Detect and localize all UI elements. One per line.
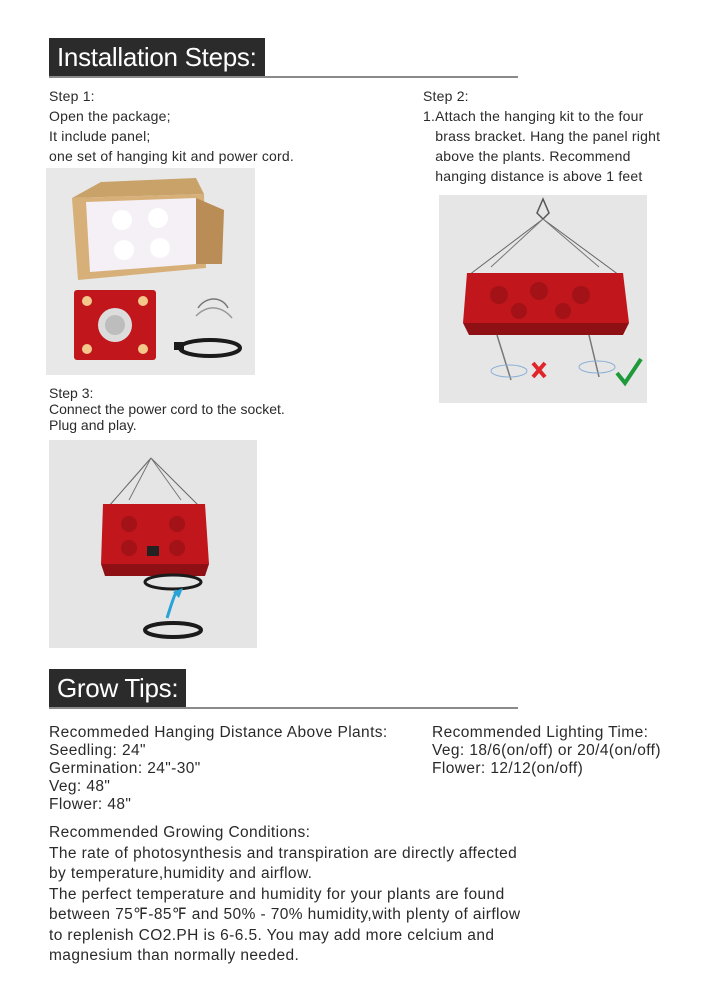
- step2-line: 1.Attach the hanging kit to the four: [423, 108, 644, 124]
- power-cord-photo: [49, 440, 257, 648]
- package-contents-photo: [46, 168, 255, 375]
- conditions-line: between 75℉-85℉ and 50% - 70% humidity,with plenty of airflow: [49, 906, 521, 923]
- installation-divider: [49, 76, 518, 78]
- hanging-panel-photo: [439, 195, 647, 403]
- conditions-title: Recommended Growing Conditions:: [49, 824, 311, 841]
- step1-line: It include panel;: [49, 128, 151, 144]
- step2-line: brass bracket. Hang the panel right: [423, 128, 661, 144]
- step3-title: Step 3:: [49, 385, 94, 401]
- lighting-line: Flower: 12/12(on/off): [432, 760, 584, 777]
- lighting-line: Veg: 18/6(on/off) or 20/4(on/off): [432, 742, 661, 759]
- conditions-line: The perfect temperature and humidity for your plants are found: [49, 886, 505, 903]
- distance-line: Veg: 48": [49, 778, 111, 795]
- step3-line: Connect the power cord to the socket.: [49, 401, 285, 417]
- conditions-line: magnesium than normally needed.: [49, 947, 300, 964]
- conditions-line: The rate of photosynthesis and transpiration are directly affected: [49, 845, 518, 862]
- step2-line: above the plants. Recommend: [423, 148, 631, 164]
- distance-title: Recommeded Hanging Distance Above Plants:: [49, 724, 388, 741]
- lighting-title: Recommended Lighting Time:: [432, 724, 649, 741]
- power-cord-illustration: [49, 440, 257, 648]
- hanging-panel-illustration: [439, 195, 647, 403]
- step2-line: hanging distance is above 1 feet: [423, 168, 643, 184]
- distance-line: Germination: 24"-30": [49, 760, 201, 777]
- distance-line: Seedling: 24": [49, 742, 146, 759]
- conditions-line: by temperature,humidity and airflow.: [49, 865, 313, 882]
- grow-tips-divider: [49, 707, 518, 709]
- step1-line: Open the package;: [49, 108, 171, 124]
- package-contents-illustration: [46, 168, 255, 375]
- conditions-line: to replenish CO2.PH is 6-6.5. You may add more celcium and: [49, 927, 495, 944]
- step1-title: Step 1:: [49, 88, 95, 104]
- step3-line: Plug and play.: [49, 417, 137, 433]
- step2-title: Step 2:: [423, 88, 469, 104]
- step1-line: one set of hanging kit and power cord.: [49, 148, 294, 164]
- grow-tips-heading: Grow Tips:: [49, 669, 186, 707]
- installation-heading: Installation Steps:: [49, 38, 265, 76]
- distance-line: Flower: 48": [49, 796, 132, 813]
